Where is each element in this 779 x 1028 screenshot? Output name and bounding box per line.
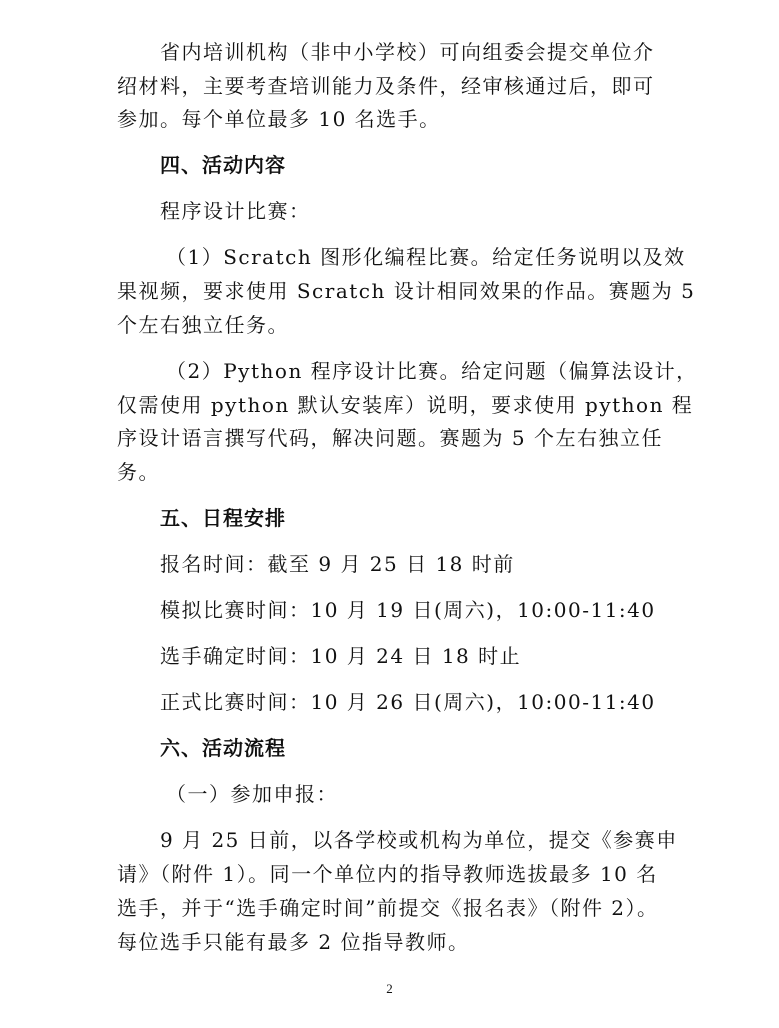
paragraph-line: 省内培训机构（非中小学校）可向组委会提交单位介 <box>160 40 655 64</box>
page-number: 2 <box>386 981 393 996</box>
paragraph-line: 请》（附件 1）。同一个单位内的指导教师选拔最多 10 名 <box>117 862 658 886</box>
paragraph-line: 绍材料，主要考查培训能力及条件，经审核通过后，即可 <box>117 74 655 98</box>
paragraph-line: 每位选手只能有最多 2 位指导教师。 <box>117 930 470 954</box>
schedule-line: 选手确定时间：10 月 24 日 18 时止 <box>160 644 522 668</box>
section-heading: 六、活动流程 <box>160 736 286 760</box>
section-heading: 四、活动内容 <box>160 153 286 177</box>
subsection-heading: （一）参加申报： <box>166 782 338 806</box>
paragraph-line: 9 月 25 日前，以各学校或机构为单位，提交《参赛申 <box>160 828 678 852</box>
schedule-line: 正式比赛时间：10 月 26 日(周六)，10:00-11:40 <box>160 690 656 714</box>
paragraph-line: 仅需使用 python 默认安装库）说明，要求使用 python 程 <box>117 393 694 417</box>
paragraph-line: 程序设计比赛： <box>160 199 311 223</box>
paragraph-line: （2）Python 程序设计比赛。给定问题（偏算法设计， <box>166 359 698 383</box>
paragraph-line: （1）Scratch 图形化编程比赛。给定任务说明以及效 <box>166 245 686 269</box>
section-heading: 五、日程安排 <box>160 506 286 530</box>
paragraph-line: 务。 <box>117 460 160 484</box>
schedule-line: 模拟比赛时间：10 月 19 日(周六)，10:00-11:40 <box>160 598 656 622</box>
paragraph-line: 选手，并于“选手确定时间”前提交《报名表》（附件 2）。 <box>117 896 659 920</box>
paragraph-line: 果视频，要求使用 Scratch 设计相同效果的作品。赛题为 5 <box>117 279 696 303</box>
schedule-line: 报名时间：截至 9 月 25 日 18 时前 <box>160 552 515 576</box>
paragraph-line: 序设计语言撰写代码，解决问题。赛题为 5 个左右独立任 <box>117 426 663 450</box>
paragraph-line: 参加。每个单位最多 10 名选手。 <box>117 107 441 131</box>
paragraph-line: 个左右独立任务。 <box>117 313 289 337</box>
